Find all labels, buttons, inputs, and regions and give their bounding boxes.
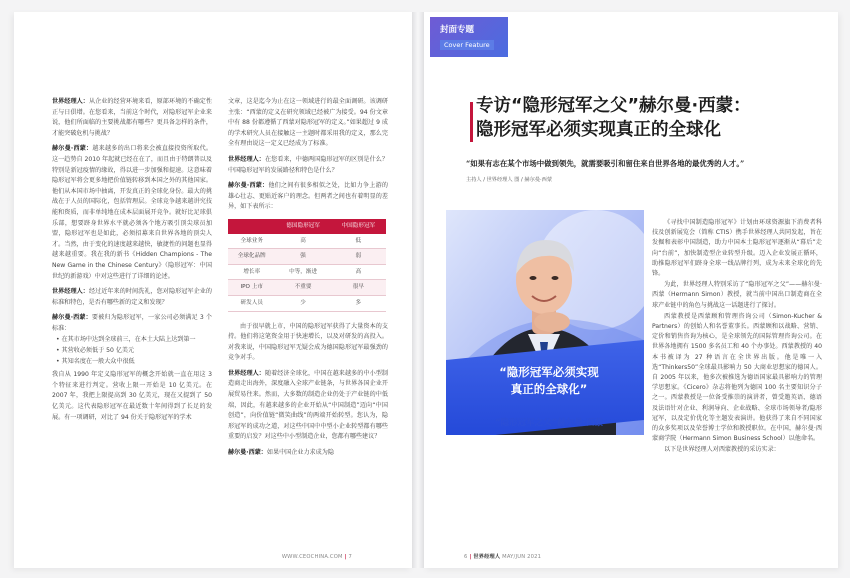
- table-cell: 高: [275, 234, 330, 249]
- headline-line-1: 专访“隐形冠军之父”赫尔曼·西蒙：: [476, 96, 751, 116]
- paragraph-text: 越来越多的出口将来会被直接投资所取代。这一趋势自 2010 年起就已经在在了，而且由于特朗普以及特别是新冠疫情的缘故，得以进一步加强和提速。这意味着隐形冠军将会更多地把价值链转移到本国之外的其他国家。他们从本国市场中抽离，开发真正的全球化身份。最大的挑战在于人员的国际化，包括管理层。全球竞争越来越讲究技能和资质，而非单纯地在成本层面展开竞争。就好比足球俱乐部，想要跻身世界水平就必须各个地方吸引顶尖球员加盟，隐形冠军也是如此，必须招募来自世界各地的顶尖人才。当然，由于变化的速度越来越快，敏捷性的问题也显得越来越重要。我在我的新书《Hidden Champions - The New Game in the Chinese Century》（隐形冠军：中国世纪的新游戏）中对这些进行了详细的论述。: [52, 145, 212, 280]
- paragraph: [52, 144, 212, 282]
- paragraph: 《寻找中国制造隐形冠军》计划由环球资源旗下消费者科技及创新展览会（简称 CTIS）携手世界经理人共同发起，旨在发掘和表彰中国制造，助力中国本土隐形冠军逐渐从“幕后”走向“台前”，加快制造型企业转型升级。迈入企业发展正循环，助推隐形冠军们跻身全球一线品牌行列，成为未来全球化的先锋。: [652, 219, 822, 278]
- table-cell: 弱: [331, 249, 386, 265]
- paragraph: 以下是世界经理人对西蒙教授的采访实录：: [664, 446, 780, 454]
- paragraph: [52, 97, 212, 139]
- table-header: 中国隐形冠军: [331, 219, 386, 234]
- interviewer-label: 世界经理人：: [52, 98, 89, 105]
- table-cell: 研发人员: [228, 295, 275, 311]
- paragraph: 由于很早就上市，中国的隐形冠军获得了大量资本的支持。他们将这笔资金用于快速增长，以及对研发的高投入。对我来说，中国隐形冠军无疑会成为德国隐形冠军最强劲的竞争对手。: [228, 322, 388, 362]
- page-number: 6: [464, 554, 468, 560]
- table-cell: 全球业务: [228, 234, 275, 249]
- comparison-table: [228, 219, 386, 312]
- headline-accent-bar: [470, 102, 473, 142]
- interviewee-label: 赫尔曼·西蒙：: [52, 314, 92, 322]
- table-cell: 很早: [331, 280, 386, 296]
- deck-quote: “如果有志在某个市场中做到领先，就需要吸引和留住来自世界各地的最优秀的人才。”: [466, 159, 745, 168]
- paragraph: 文章，这是迄今为止在这一领域进行的最全面调研。该调研主张：“西蒙的定义在研究领域已经被广为接受。94 份文章中有 88 份都遵循了西蒙对隐形冠军的定义。”如果超过 9 成的学术研究人员在接触这一主题时都采用我的定义，那么完全有理由说这一定义已经成为了标准。: [228, 98, 388, 148]
- magazine-name: 世界经理人: [473, 554, 501, 560]
- paragraph: 为此，世界经理人特别采访了“隐形冠军之父”——赫尔曼·西蒙（Hermann Simon）教授，就当前中国出口制造商在全球产业链中的角色与挑战这一话题进行了探讨。: [652, 281, 822, 309]
- interviewer-label: 世界经理人：: [228, 155, 265, 163]
- interviewee-label: 赫尔曼·西蒙：: [228, 182, 269, 190]
- paragraph-text: 如果中国企业力求成为隐: [266, 449, 334, 457]
- paragraph: [228, 155, 388, 176]
- section-tag: [430, 17, 508, 57]
- headline-line-2: 隐形冠军必须实现真正的全球化: [476, 120, 721, 140]
- table-cell: 低: [331, 234, 386, 249]
- page-footer-left: WWW.CEOCHINA.COM | 7: [281, 554, 352, 560]
- paragraph-text: 要被归为隐形冠军，一家公司必须满足 3 个标准：: [52, 314, 212, 332]
- article-column-1: [52, 97, 212, 428]
- table-header: [228, 219, 275, 234]
- table-cell: 中等，渐进: [275, 264, 330, 280]
- folio-mark: |: [469, 554, 472, 560]
- criteria-bullet: • 其知名度在一般大众中很低: [56, 357, 135, 365]
- paragraph-text: 经过近年来的时间洗礼，您对隐形冠军企业的标准和特色，是否有哪些新的定义和发现？: [52, 288, 212, 306]
- table-header: 德国隐形冠军: [275, 219, 330, 234]
- article-column-2: [228, 97, 388, 464]
- right-page: [424, 12, 838, 568]
- paragraph: [52, 287, 212, 308]
- section-tag-en: Cover Feature: [440, 40, 494, 50]
- table-row: [228, 234, 386, 249]
- interviewer-label: 世界经理人：: [228, 369, 265, 377]
- issue-date: MAY/JUN 2021: [502, 554, 542, 560]
- page-gutter: [412, 12, 424, 568]
- table-cell: 多: [331, 295, 386, 311]
- paragraph: [52, 313, 212, 334]
- article-column-3: [652, 218, 822, 457]
- left-page: [14, 12, 412, 568]
- table-cell: 增长率: [228, 264, 275, 280]
- article-headline: [476, 94, 796, 142]
- paragraph: [228, 448, 388, 459]
- table-row: [228, 280, 386, 296]
- table-row: [228, 249, 386, 265]
- paragraph-text: 随着经济全球化，中国在越来越多的中小型制造商走出海外，深度融入全球产业链条，与世界各国企业开展贸易往来。然而，大多数的制造企业仍处于产业链的中低端，因此，有越来越多的企业开始从“中国制造”迈向“中国创造”，向价值链“微笑曲线”的两端开始转型。您认为，隐形冠军的成功之道，对这些中国中中型小企业转型都有哪些重要的启发？对这些中小型制造企业，您都有哪些建议？: [228, 369, 388, 441]
- table-cell: 全球化品牌: [228, 249, 275, 265]
- folio-mark: |: [344, 554, 347, 560]
- byline: 主持人 / 世界经理人 图 / 赫尔曼·西蒙: [466, 177, 553, 183]
- criteria-bullet: • 其营收必须低于 50 亿美元: [56, 347, 135, 355]
- paragraph: [228, 369, 388, 443]
- table-cell: 高: [331, 264, 386, 280]
- paragraph: 西蒙教授是西蒙顾和管理咨询公司（Simon-Kucher & Partners）的创始人和名誉董事长。西蒙顾和以战略、营销、定价和销售咨询为核心，是全球领先的国际管理咨询公司。在世界各地拥有 1500 多名员工和 40 个办事处。西蒙教授的 40 本书被译为 27 种语言在全世界出版。他是唯一入选“Thinkers50”全球最具影响力 50 大商业思想家的德国人。自 2005 年以来，他多次被推选为德语国家最具影响力的管理学思想家。《Cicero》杂志将他列为德国 100 名主要知识分子之一。西蒙教授是一位备受推崇的演讲者，曾受邀英语、德语及法语针对企业、利润导向、企业战略、全球市场领导者/隐形冠军，以及定价优化等主题发表演讲。他获得了来自不同国家的众多奖项以及荣誉博士学位和教授职位。在中国，赫尔曼·西蒙商学院（Hermann Simon Business School）以他命名。: [652, 312, 822, 443]
- pull-quote-line-1: “隐形冠军必须实现: [499, 365, 599, 379]
- table-cell: IPO 上市: [228, 280, 275, 296]
- table-cell: 强: [275, 249, 330, 265]
- criteria-bullet: • 在其市场中达到全球前三，在本土大陆上达到第一: [56, 336, 196, 344]
- paragraph-text: 在您看来，中德两国隐形冠军的区别是什么？中国隐形冠军的发展路径和特色是什么？: [228, 155, 388, 174]
- table-cell: 少: [275, 295, 330, 311]
- page-footer-right: [464, 553, 541, 560]
- paragraph: [228, 181, 388, 213]
- paragraph-text: 他们之间有很多相似之处，比如力争上游的雄心壮志、更贴近客户的理念。但两者之间也有着明显的差异，如下表所示：: [228, 182, 388, 211]
- table-row: [228, 264, 386, 280]
- website-url: WWW.CEOCHINA.COM: [281, 554, 343, 560]
- table-cell: 不重要: [275, 280, 330, 296]
- interviewee-label: 赫尔曼·西蒙：: [228, 449, 267, 457]
- pull-quote: [464, 364, 634, 430]
- interviewer-label: 世界经理人：: [52, 288, 89, 296]
- paragraph-text: 从企业的经营环境来看，原部环境的不确定性正与日俱增。在您看来，当前这个时代，对隐形冠军企业来说，他们所面临的主要挑战都有哪些？更具备怎样的条件，才能突破危机与挑战？: [52, 98, 212, 137]
- interviewee-label: 赫尔曼·西蒙：: [52, 145, 93, 153]
- section-tag-zh: 封面专题: [440, 25, 475, 35]
- pull-quote-caption: “隐形冠军之父”赫尔曼·西蒙: [495, 418, 603, 428]
- pull-quote-line-2: 真正的全球化”: [510, 382, 588, 396]
- table-row: [228, 295, 386, 311]
- paragraph: 我自从 1990 年定义隐形冠军的概念开始就一直在用这 3 个特征来进行判定。营收上限一开始是 10 亿美元。在 2007 年，我把上限提高到 30 亿美元，现在又提到了 50 亿美元。这代表隐形冠军在最近数十年间得到了长足的发展。有一项调研，对比了 94 份关于隐形冠军的学术: [52, 371, 212, 421]
